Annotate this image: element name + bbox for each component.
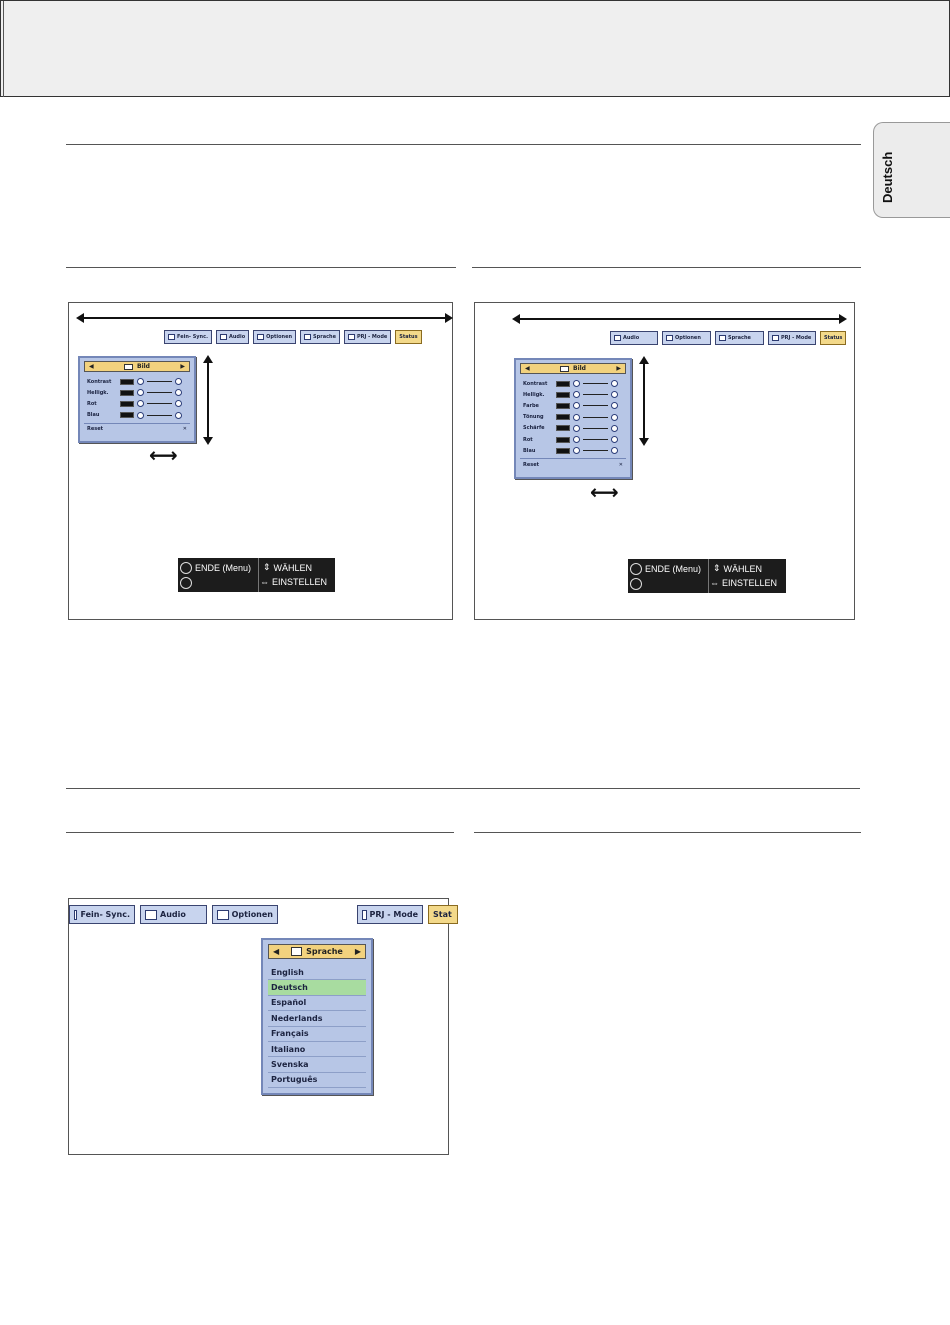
up-down-icon: ⇕ bbox=[713, 563, 721, 573]
tab-options[interactable]: Optionen bbox=[253, 330, 296, 344]
column-rule-right bbox=[474, 832, 861, 833]
setting-row[interactable]: Rot bbox=[516, 434, 630, 445]
setting-icon bbox=[175, 400, 182, 407]
setting-icon bbox=[611, 414, 618, 421]
submenu-header: ◀ Bild ▶ bbox=[520, 363, 626, 374]
language-option[interactable]: Nederlands bbox=[268, 1011, 366, 1026]
setting-row[interactable]: Blau bbox=[516, 445, 630, 456]
picture-submenu bbox=[514, 358, 632, 479]
value-box bbox=[120, 390, 134, 396]
horizontal-range-arrow bbox=[514, 318, 845, 320]
column-rule-left bbox=[66, 267, 456, 268]
setting-icon bbox=[611, 425, 618, 432]
page-header-band bbox=[0, 0, 950, 97]
setting-icon bbox=[137, 412, 144, 419]
menu-button-icon bbox=[630, 563, 642, 575]
setting-icon bbox=[573, 391, 580, 398]
value-box bbox=[120, 379, 134, 385]
setting-row[interactable]: Farbe bbox=[516, 400, 630, 411]
slider-bar[interactable] bbox=[147, 381, 172, 382]
menu-button-icon bbox=[180, 562, 192, 574]
speech-bubble-icon bbox=[719, 335, 726, 341]
setting-icon bbox=[611, 447, 618, 454]
setting-row[interactable]: Rot bbox=[80, 398, 194, 409]
setting-row[interactable]: Blau bbox=[80, 410, 194, 421]
column-rule-left bbox=[66, 832, 454, 833]
slider-bar[interactable] bbox=[583, 428, 608, 429]
tab-audio[interactable]: Audio bbox=[216, 330, 249, 344]
value-box bbox=[556, 414, 570, 420]
value-box bbox=[120, 401, 134, 407]
screen-illustration-3 bbox=[68, 898, 449, 1155]
left-right-icon: ⇔ bbox=[710, 578, 719, 588]
tab-prj-mode[interactable]: PRJ - Mode bbox=[344, 330, 391, 344]
arrow-right-icon[interactable]: ▶ bbox=[616, 365, 621, 372]
arrow-left-icon[interactable]: ◀ bbox=[89, 363, 94, 370]
setting-row[interactable]: Schärfe bbox=[516, 423, 630, 434]
tab-language[interactable]: Sprache bbox=[300, 330, 340, 344]
tab-audio[interactable]: Audio bbox=[140, 905, 207, 924]
submenu-header: ◀ Bild ▶ bbox=[84, 361, 190, 372]
value-box bbox=[556, 437, 570, 443]
speaker-icon bbox=[614, 335, 621, 341]
setting-icon bbox=[137, 378, 144, 385]
column-rule-right bbox=[472, 267, 861, 268]
options-icon bbox=[217, 910, 229, 920]
horizontal-range-arrow bbox=[78, 317, 451, 319]
slider-bar[interactable] bbox=[147, 415, 172, 416]
slider-bar[interactable] bbox=[583, 417, 608, 418]
value-box bbox=[120, 412, 134, 418]
slider-bar[interactable] bbox=[583, 383, 608, 384]
language-side-tab bbox=[873, 122, 950, 218]
tab-prj-mode[interactable]: PRJ - Mode bbox=[768, 331, 816, 345]
slider-bar[interactable] bbox=[147, 403, 172, 404]
slider-bar[interactable] bbox=[583, 450, 608, 451]
value-box bbox=[556, 392, 570, 398]
submenu-footer bbox=[520, 458, 626, 470]
setting-row[interactable]: Tönung bbox=[516, 412, 630, 423]
picture-submenu bbox=[78, 356, 196, 443]
value-box bbox=[556, 448, 570, 454]
close-icon[interactable]: ✕ bbox=[618, 461, 623, 468]
projector-icon bbox=[362, 910, 367, 920]
menu-bar bbox=[69, 905, 452, 924]
setting-icon bbox=[175, 389, 182, 396]
fine-sync-icon bbox=[74, 910, 77, 920]
setting-row[interactable]: Helligk. bbox=[80, 387, 194, 398]
section-rule bbox=[66, 788, 860, 789]
divider bbox=[258, 558, 259, 592]
side-tab-label: Deutsch bbox=[880, 151, 895, 203]
speech-bubble-icon bbox=[304, 334, 311, 340]
help-bar: ENDE (Menu) ⇕ WÄHLEN ⇔ EINSTELLEN bbox=[628, 559, 786, 593]
left-right-icon: ⇔ bbox=[260, 577, 269, 587]
arrow-left-icon[interactable]: ◀ bbox=[273, 947, 280, 956]
setting-icon bbox=[573, 402, 580, 409]
menu-bar bbox=[164, 330, 422, 344]
language-option[interactable]: Français bbox=[268, 1027, 366, 1042]
ok-button-icon bbox=[630, 578, 642, 590]
tab-options[interactable]: Optionen bbox=[662, 331, 711, 345]
tab-status[interactable]: Status bbox=[820, 331, 846, 345]
tab-options[interactable]: Optionen bbox=[212, 905, 278, 924]
ok-button-icon bbox=[180, 577, 192, 589]
language-menu bbox=[261, 938, 373, 1095]
speaker-icon bbox=[145, 910, 157, 920]
arrow-right-icon[interactable]: ▶ bbox=[180, 363, 185, 370]
value-box bbox=[556, 381, 570, 387]
submenu-footer bbox=[84, 423, 190, 435]
language-option[interactable]: English bbox=[268, 965, 366, 980]
double-arrow-icon: ⟷ bbox=[590, 480, 619, 504]
arrow-left-icon[interactable]: ◀ bbox=[525, 365, 530, 372]
tab-status[interactable]: Status bbox=[395, 330, 421, 344]
slider-bar[interactable] bbox=[583, 405, 608, 406]
language-option[interactable]: Svenska bbox=[268, 1057, 366, 1072]
tab-fine-sync[interactable]: Fein- Sync. bbox=[164, 330, 212, 344]
options-icon bbox=[257, 334, 264, 340]
setting-row[interactable]: Kontrast bbox=[516, 378, 630, 389]
tab-prj-mode[interactable]: PRJ - Mode bbox=[357, 905, 423, 924]
setting-icon bbox=[137, 389, 144, 396]
setting-icon bbox=[573, 425, 580, 432]
setting-icon bbox=[175, 378, 182, 385]
fine-sync-icon bbox=[168, 334, 175, 340]
setting-icon bbox=[573, 380, 580, 387]
tab-status[interactable]: Stat bbox=[428, 905, 458, 924]
setting-icon bbox=[611, 436, 618, 443]
language-option[interactable]: Español bbox=[268, 996, 366, 1011]
menu-bar bbox=[610, 331, 846, 345]
tab-fine-sync[interactable]: Fein- Sync. bbox=[69, 905, 135, 924]
setting-row[interactable]: Helligk. bbox=[516, 389, 630, 400]
reset-button[interactable]: Reset bbox=[523, 461, 539, 468]
speaker-icon bbox=[220, 334, 227, 340]
tab-language[interactable]: Sprache bbox=[715, 331, 764, 345]
close-icon[interactable]: ✕ bbox=[182, 426, 187, 433]
help-bar: ENDE (Menu) ⇕ WÄHLEN ⇔ EINSTELLEN bbox=[178, 558, 335, 592]
slider-bar[interactable] bbox=[583, 394, 608, 395]
slider-bar[interactable] bbox=[583, 439, 608, 440]
reset-button[interactable]: Reset bbox=[87, 426, 103, 433]
value-box bbox=[556, 403, 570, 409]
arrow-right-icon[interactable]: ▶ bbox=[354, 947, 361, 956]
setting-icon bbox=[573, 414, 580, 421]
setting-icon bbox=[573, 436, 580, 443]
divider bbox=[708, 559, 709, 593]
vertical-range-arrow bbox=[207, 357, 209, 443]
double-arrow-icon: ⟷ bbox=[149, 443, 178, 467]
value-box bbox=[556, 425, 570, 431]
projector-icon bbox=[348, 334, 355, 340]
setting-icon bbox=[137, 400, 144, 407]
monitor-icon bbox=[560, 366, 569, 372]
language-option-selected[interactable]: Deutsch bbox=[268, 980, 366, 995]
setting-icon bbox=[611, 380, 618, 387]
tab-audio[interactable]: Audio bbox=[610, 331, 658, 345]
tab-gap bbox=[283, 905, 352, 924]
language-menu-header: ◀ Sprache ▶ bbox=[268, 944, 366, 959]
speech-bubble-icon bbox=[291, 947, 302, 956]
vertical-range-arrow bbox=[643, 358, 645, 444]
setting-icon bbox=[573, 447, 580, 454]
projector-icon bbox=[772, 335, 779, 341]
setting-icon bbox=[175, 412, 182, 419]
setting-row[interactable]: Kontrast bbox=[80, 376, 194, 387]
slider-bar[interactable] bbox=[147, 392, 172, 393]
monitor-icon bbox=[124, 364, 133, 370]
language-option[interactable]: Português bbox=[268, 1073, 366, 1088]
section-rule bbox=[66, 144, 861, 145]
language-option[interactable]: Italiano bbox=[268, 1042, 366, 1057]
options-icon bbox=[666, 335, 673, 341]
setting-icon bbox=[611, 402, 618, 409]
setting-icon bbox=[611, 391, 618, 398]
up-down-icon: ⇕ bbox=[263, 562, 271, 572]
